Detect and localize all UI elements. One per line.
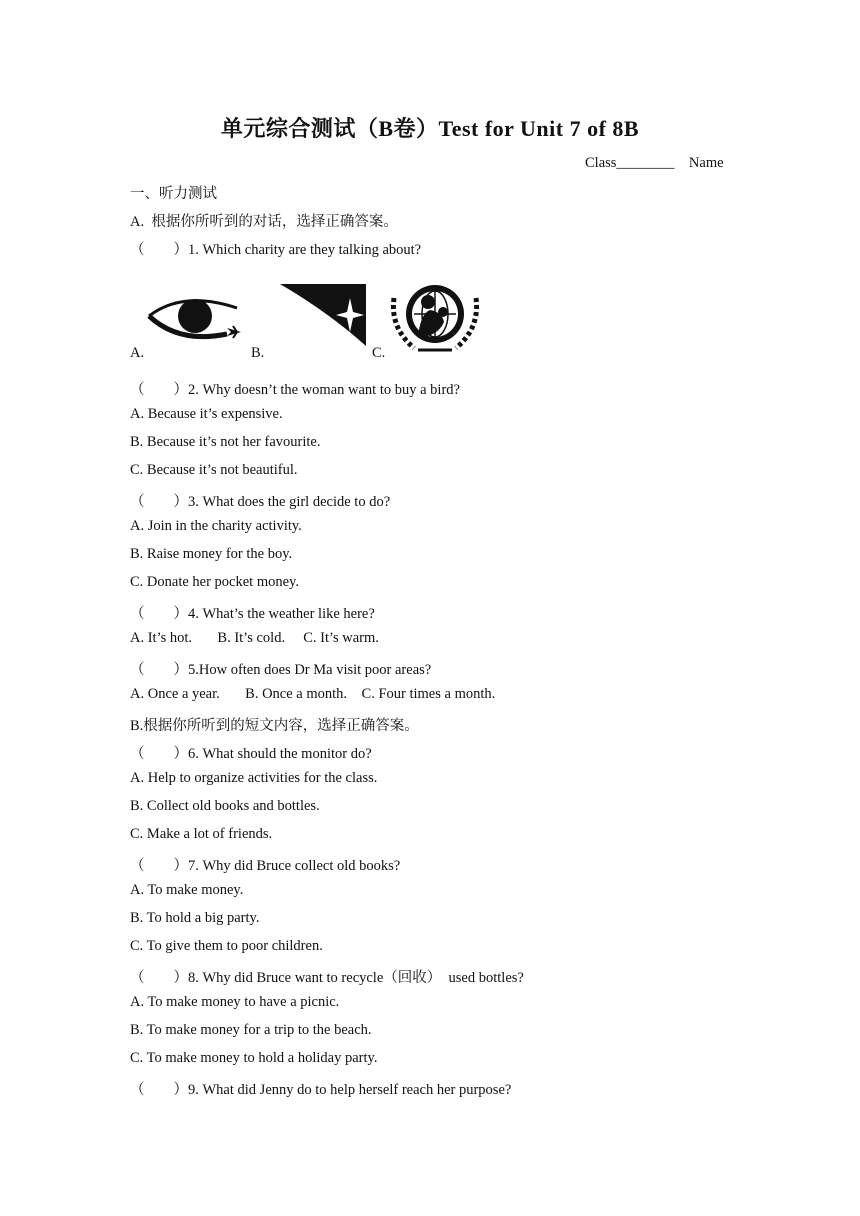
question-2: （ ）2. Why doesn’t the woman want to buy a bird? bbox=[130, 382, 460, 398]
eye-plane-logo-icon bbox=[143, 286, 245, 346]
question-1: （ ）1. Which charity are they talking about? bbox=[130, 242, 422, 258]
answer-option: C. Donate her pocket money. bbox=[130, 574, 299, 590]
part-b-instruction: B.根据你所听到的短文内容，选择正确答案。 bbox=[130, 718, 419, 734]
answer-option: B. Raise money for the boy. bbox=[130, 546, 293, 562]
part-a-instruction: A. 根据你所听到的对话，选择正确答案。 bbox=[130, 214, 398, 230]
question-4: （ ）4. What’s the weather like here? bbox=[130, 606, 375, 622]
answer-option: C. Make a lot of friends. bbox=[130, 826, 273, 842]
section-heading: 一、听力测试 bbox=[130, 186, 217, 202]
answer-option: B. To make money for a trip to the beach. bbox=[130, 1022, 372, 1038]
question-8: （ ）8. Why did Bruce want to recycle（回收） used bottles? bbox=[130, 970, 524, 986]
answer-option: A. Because it’s expensive. bbox=[130, 406, 283, 422]
answer-option: B. To hold a big party. bbox=[130, 910, 260, 926]
star-corner-logo-icon bbox=[280, 282, 370, 348]
answer-options-row: A. It’s hot. B. It’s cold. C. It’s warm. bbox=[130, 630, 379, 646]
question-5: （ ）5.How often does Dr Ma visit poor areas? bbox=[130, 662, 432, 678]
answer-option: A. To make money to have a picnic. bbox=[130, 994, 340, 1010]
class-name-line: Class________ Name bbox=[585, 155, 724, 171]
option-a-label: A. bbox=[130, 345, 145, 361]
answer-option: A. Help to organize activities for the class. bbox=[130, 770, 378, 786]
question-9: （ ）9. What did Jenny do to help herself reach her purpose? bbox=[130, 1082, 512, 1098]
page-title: 单元综合测试（B卷）Test for Unit 7 of 8B bbox=[220, 116, 640, 141]
answer-option: B. Because it’s not her favourite. bbox=[130, 434, 321, 450]
answer-option: B. Collect old books and bottles. bbox=[130, 798, 320, 814]
unicef-logo-icon bbox=[388, 278, 482, 358]
option-b-label: B. bbox=[251, 345, 265, 361]
question-7: （ ）7. Why did Bruce collect old books? bbox=[130, 858, 401, 874]
option-c-label: C. bbox=[372, 345, 386, 361]
answer-option: A. To make money. bbox=[130, 882, 244, 898]
answer-option: C. To make money to hold a holiday party. bbox=[130, 1050, 378, 1066]
question-6: （ ）6. What should the monitor do? bbox=[130, 746, 372, 762]
question-3: （ ）3. What does the girl decide to do? bbox=[130, 494, 391, 510]
answer-option: C. Because it’s not beautiful. bbox=[130, 462, 298, 478]
answer-option: A. Join in the charity activity. bbox=[130, 518, 302, 534]
answer-options-row: A. Once a year. B. Once a month. C. Four times a month. bbox=[130, 686, 496, 702]
answer-option: C. To give them to poor children. bbox=[130, 938, 323, 954]
